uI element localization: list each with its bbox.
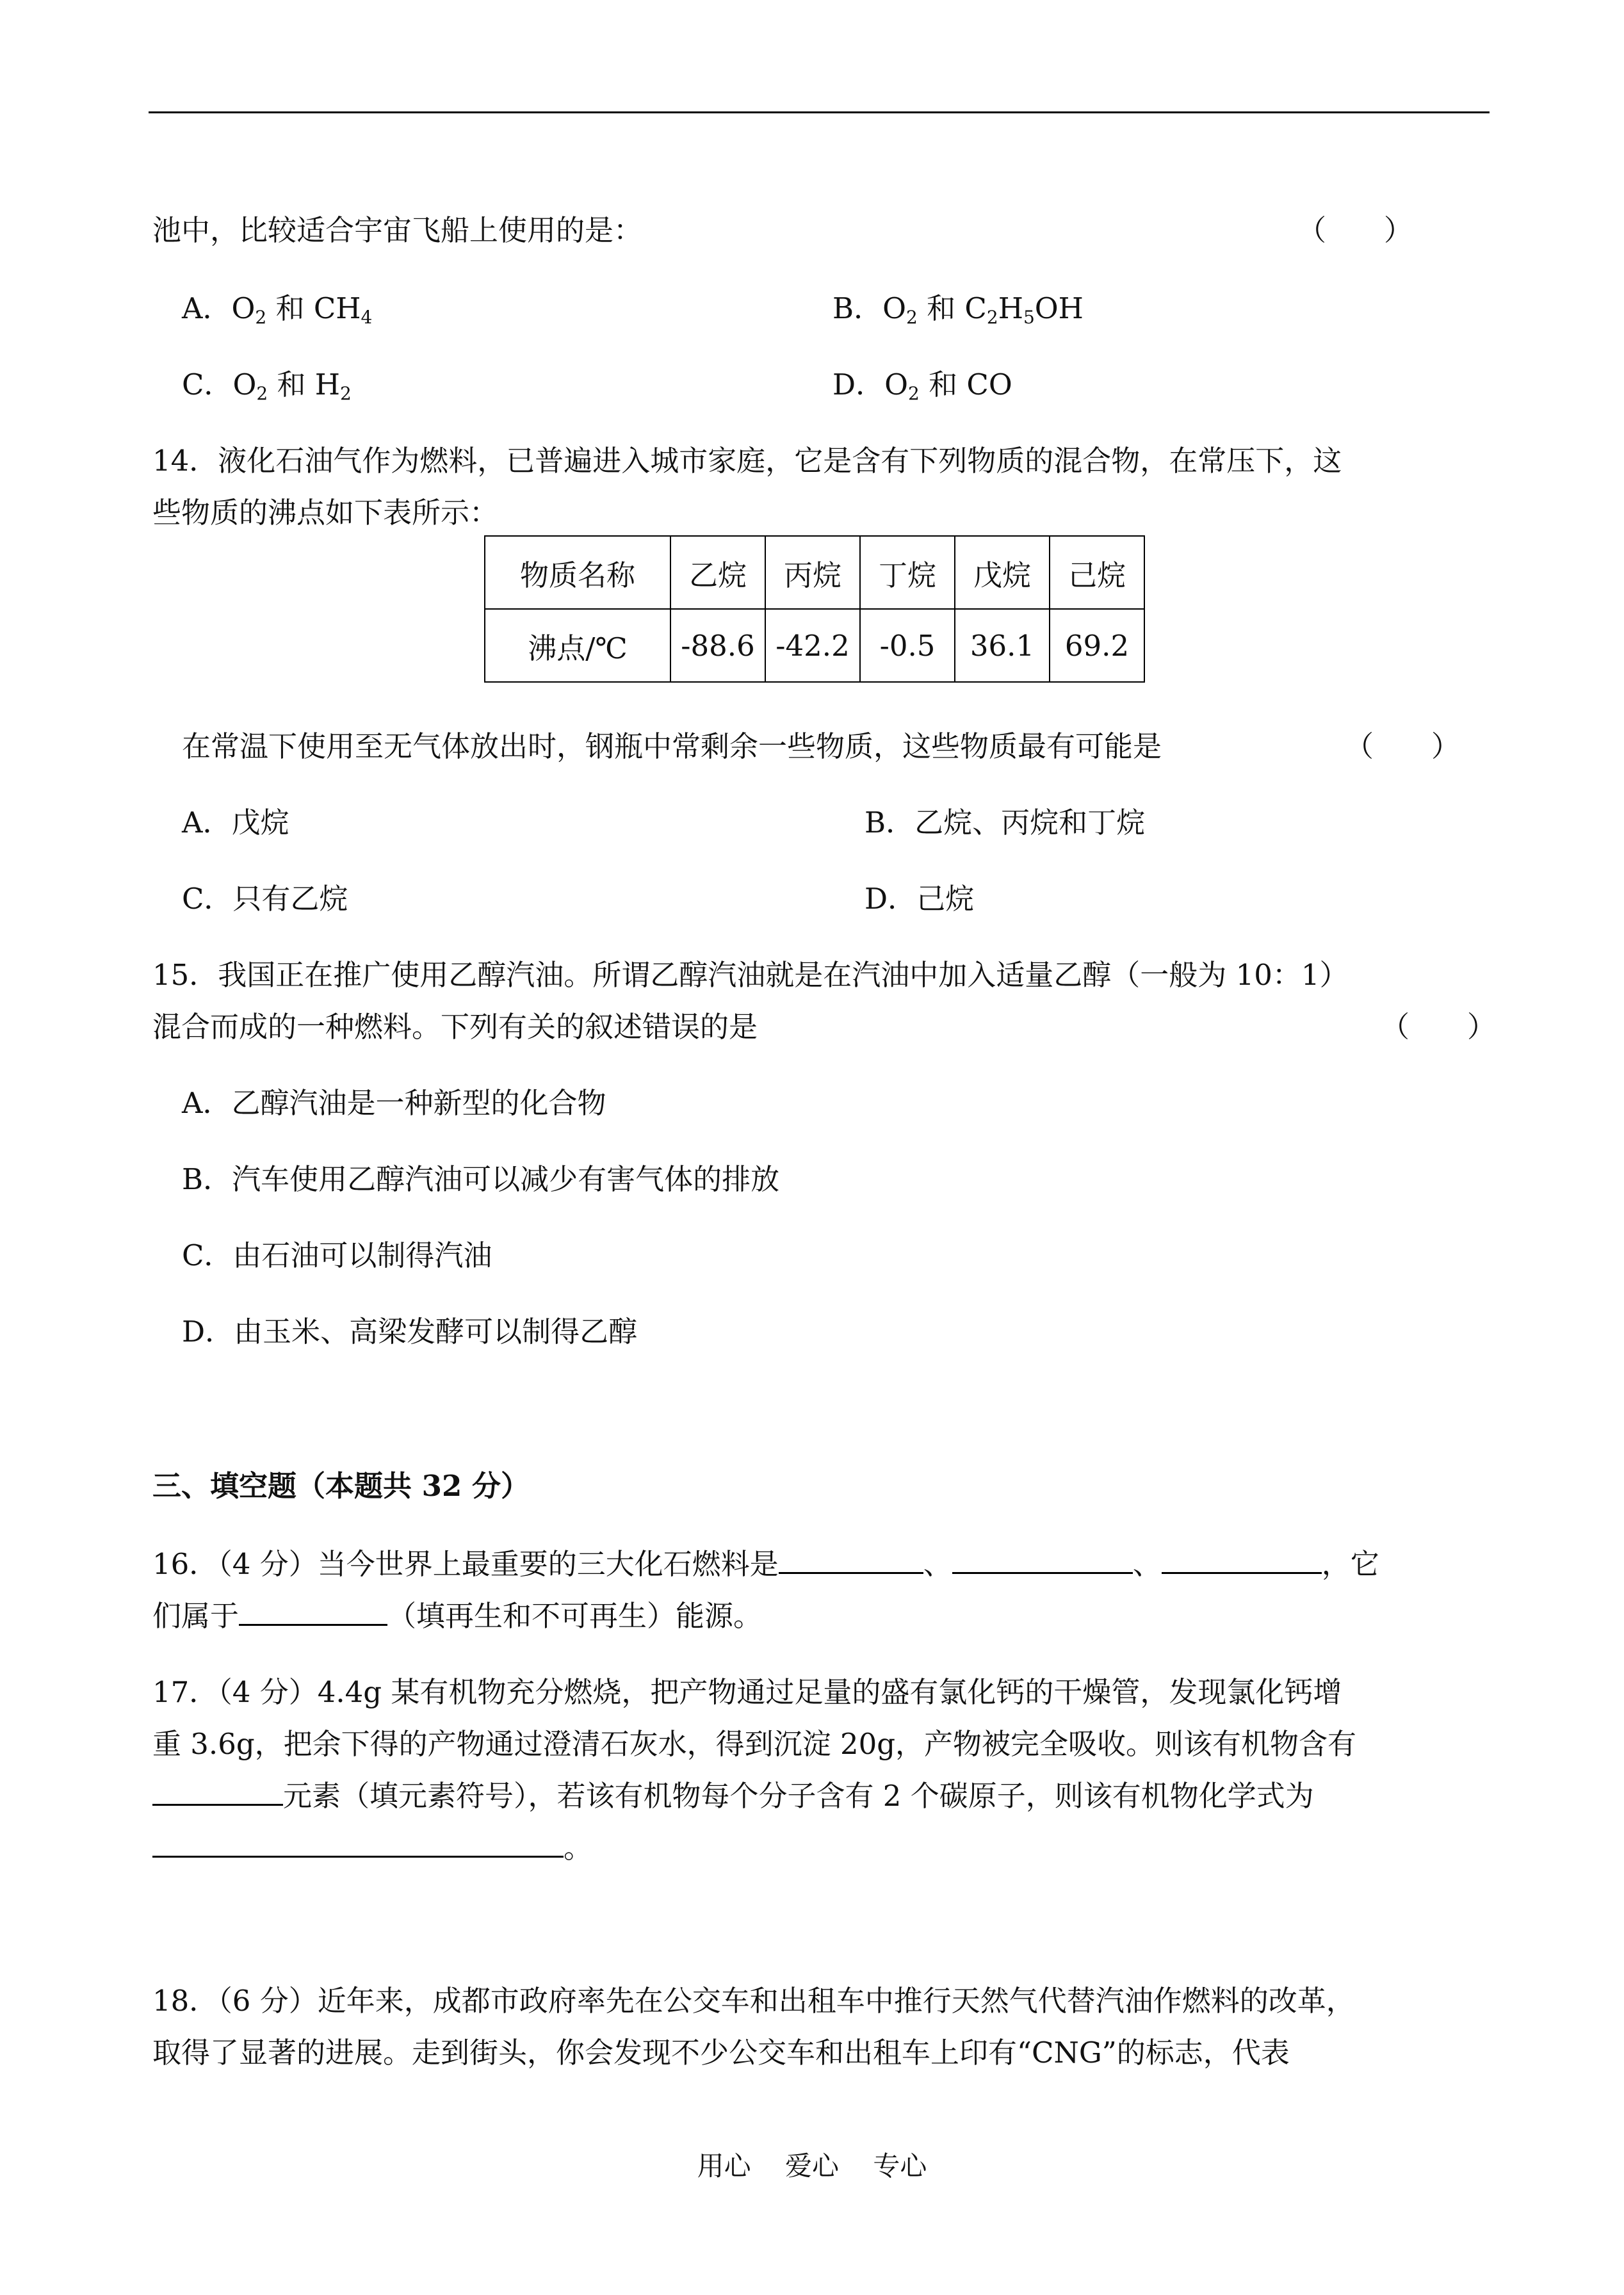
q17-line4: 。	[152, 1833, 592, 1862]
q13-option-c: C．$O_2$ 和 $H_2$	[182, 368, 352, 404]
q14-answer-paren: （ ）	[1345, 729, 1461, 763]
answer-blank[interactable]	[239, 1602, 387, 1626]
q14-stem-line1: 14．液化石油气作为燃料，已普遍进入城市家庭，它是含有下列物质的混合物，在常压下，这	[152, 444, 1342, 478]
q18-line1: 18．（6 分）近年来，成都市政府率先在公交车和出租车中推行天然气代替汽油作燃料的改革，	[152, 1984, 1355, 2018]
page-footer: 用心 爱心 专心	[697, 2150, 927, 2182]
table-cell: 丁烷	[860, 536, 955, 609]
q15-option-d: D．由玉米、高梁发酵可以制得乙醇	[182, 1315, 638, 1349]
table-row-header	[485, 536, 1144, 609]
q13-option-d: D．$O_2$ 和 CO	[832, 368, 1012, 404]
q14-option-a: A．戊烷	[182, 806, 289, 839]
q17-line3: 元素（填元素符号），若该有机物每个分子含有 2 个碳原子，则该有机物化学式为	[152, 1781, 1314, 1810]
q13-answer-paren: （ ）	[1297, 213, 1413, 247]
q14-option-b: B．乙烷、丙烷和丁烷	[865, 806, 1146, 839]
table-cell: -0.5	[860, 609, 955, 682]
q13-stem-tail: 池中，比较适合宇宙飞船上使用的是：	[152, 213, 643, 247]
answer-blank[interactable]	[152, 1834, 564, 1858]
answer-blank[interactable]	[952, 1550, 1133, 1574]
answer-blank[interactable]	[779, 1550, 923, 1574]
q15-answer-paren: （ ）	[1381, 1010, 1497, 1044]
table-row-values	[485, 609, 1144, 682]
q16-line2: 们属于 （填再生和不可再生）能源。	[152, 1599, 763, 1633]
q15-option-b: B．汽车使用乙醇汽油可以减少有害气体的排放	[182, 1162, 780, 1196]
header-rule	[149, 111, 1490, 113]
table-cell: 戊烷	[955, 536, 1050, 609]
answer-blank[interactable]	[152, 1782, 283, 1806]
q15-stem-line1: 15．我国正在推广使用乙醇汽油。所谓乙醇汽油就是在汽油中加入适量乙醇（一般为 10：1）	[152, 958, 1349, 992]
q15-stem-line2: 混合而成的一种燃料。下列有关的叙述错误的是	[152, 1010, 758, 1044]
answer-blank[interactable]	[1162, 1550, 1322, 1574]
q14-stem-line2: 些物质的沸点如下表所示：	[152, 496, 499, 530]
q14-option-c: C．只有乙烷	[182, 882, 348, 916]
q15-option-a: A．乙醇汽油是一种新型的化合物	[182, 1086, 606, 1120]
table-cell: -42.2	[765, 609, 860, 682]
q15-option-c: C．由石油可以制得汽油	[182, 1238, 492, 1272]
q14-question: 在常温下使用至无气体放出时，钢瓶中常剩余一些物质，这些物质最有可能是	[182, 729, 1162, 763]
q17-line2: 重 3.6g，把余下得的产物通过澄清石灰水，得到沉淀 20g，产物被完全吸收。则该有机物含有	[152, 1727, 1357, 1761]
table-cell: 己烷	[1050, 536, 1144, 609]
boiling-point-table	[484, 535, 1145, 683]
table-cell: 69.2	[1050, 609, 1144, 682]
q13-option-b: B．$O_2$ 和 $C_2H_5OH$	[832, 291, 1084, 328]
q18-line2: 取得了显著的进展。走到街头，你会发现不少公交车和出租车上印有“CNG”的标志，代表	[152, 2036, 1290, 2070]
table-cell: -88.6	[670, 609, 765, 682]
q13-option-a: A．$O_2$ 和 $CH_4$	[182, 291, 373, 328]
q17-line1: 17．（4 分）4.4g 某有机物充分燃烧，把产物通过足量的盛有氯化钙的干燥管，发现氯化钙增	[152, 1675, 1342, 1709]
q14-option-d: D．己烷	[865, 882, 975, 916]
table-cell: 沸点/℃	[485, 609, 670, 682]
table-cell: 丙烷	[765, 536, 860, 609]
section-title: 三、填空题（本题共 32 分）	[152, 1469, 530, 1503]
table-cell: 36.1	[955, 609, 1050, 682]
table-cell: 乙烷	[670, 536, 765, 609]
q16-line1: 16．（4 分）当今世界上最重要的三大化石燃料是 、 、 ，它	[152, 1547, 1379, 1581]
table-cell: 物质名称	[485, 536, 670, 609]
